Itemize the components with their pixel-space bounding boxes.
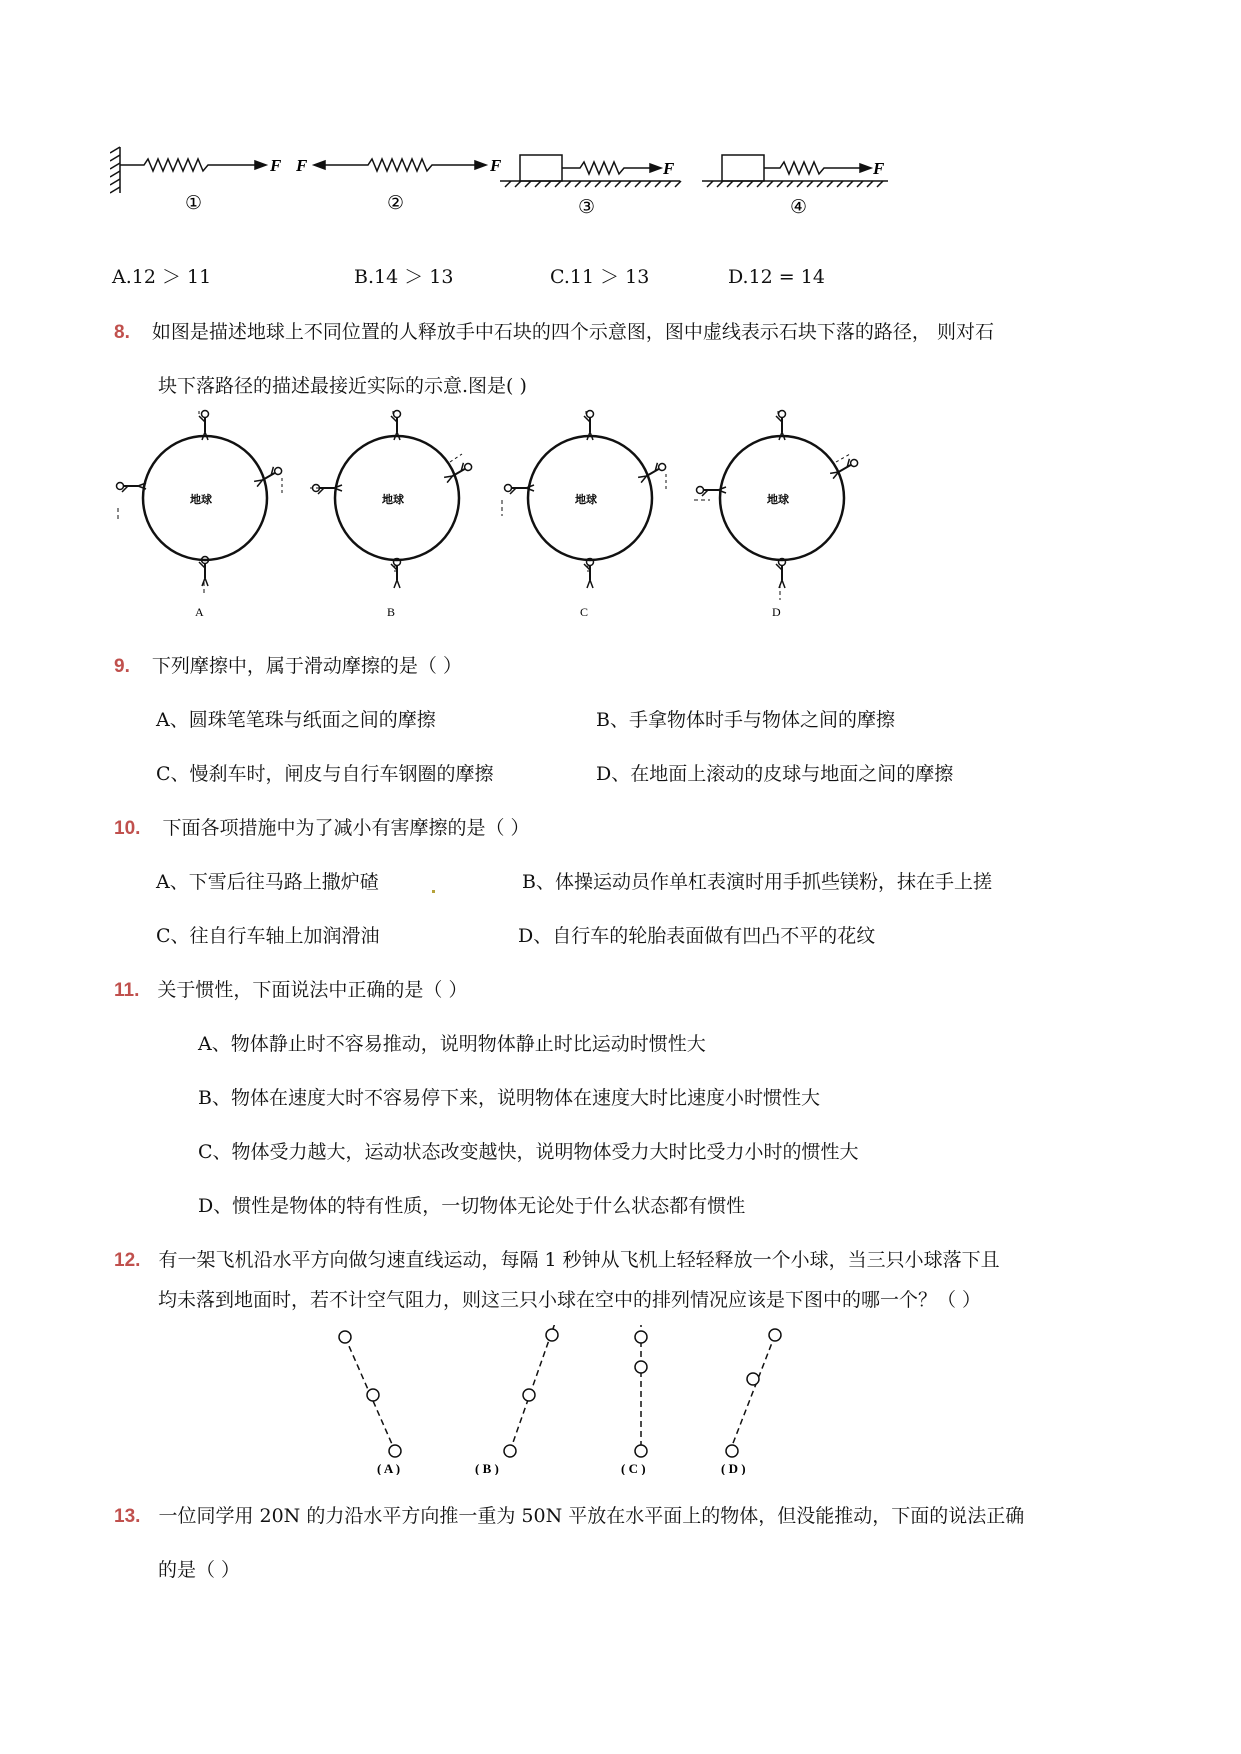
earth-diagram-d	[694, 408, 859, 600]
earth-diagram-b	[310, 408, 473, 588]
earth-diagram-a	[117, 408, 283, 596]
q11-option-a: A、物体静止时不容易推动，说明物体静止时比运动时惯性大	[198, 1033, 706, 1055]
q9-option-d: D、在地面上滚动的皮球与地面之间的摩擦	[596, 763, 954, 785]
q10-number: 10.	[114, 818, 141, 839]
earth-diagram-c	[502, 408, 667, 588]
earth-label-b: 地球	[382, 494, 404, 506]
q8-line-1	[114, 320, 994, 345]
q9-text: 下列摩擦中，属于滑动摩擦的是（ ）	[151, 655, 462, 677]
trajectory-c	[635, 1325, 647, 1457]
q11-option-b: B、物体在速度大时不容易停下来，说明物体在速度大时比速度小时惯性大	[198, 1087, 820, 1109]
spring-force-figure	[110, 145, 1010, 245]
q13-text-1: 一位同学用 20N 的力沿水平方向推一重为 50N 平放在水平面上的物体，但没能推动，下面的说法正确	[158, 1505, 1025, 1527]
trajectory-label-c: ( C )	[621, 1461, 646, 1475]
q7-option-a: A.12 ＞ 11	[112, 266, 212, 288]
q9-option-a: A、圆珠笔笔珠与纸面之间的摩擦	[156, 709, 436, 731]
q11-line	[114, 978, 467, 1003]
q9-option-b: B、手拿物体时手与物体之间的摩擦	[596, 709, 895, 731]
q8-text-2: 块下落路径的描述最接近实际的示意.图是( )	[158, 375, 527, 397]
caption-3: ③	[578, 197, 596, 218]
trajectory-a	[339, 1331, 401, 1457]
q11-option-c: C、物体受力越大，运动状态改变越快，说明物体受力大时比受力小时的惯性大	[198, 1141, 859, 1163]
q13-number: 13.	[114, 1506, 141, 1527]
earth-figure-label-a: A	[195, 605, 204, 618]
force-label-2b: F	[490, 156, 502, 175]
q7-option-d: D.12 = 14	[728, 266, 825, 288]
spring-diagram-3	[500, 155, 681, 187]
q9-option-c: C、慢刹车时，闸皮与自行车钢圈的摩擦	[156, 763, 494, 785]
q12-text-2: 均未落到地面时，若不计空气阻力，则这三只小球在空中的排列情况应该是下图中的哪一个？（ ）	[158, 1289, 982, 1311]
q10-option-a: A、下雪后往马路上撒炉碴	[156, 871, 379, 893]
earth-drop-figure	[110, 408, 890, 618]
q12-text-1: 有一架飞机沿水平方向做匀速直线运动，每隔 1 秒钟从飞机上轻轻释放一个小球，当三只小球落下且	[158, 1249, 1000, 1271]
spring-diagram-1	[110, 147, 266, 193]
earth-label-d: 地球	[767, 494, 789, 506]
q8-number: 8.	[114, 322, 130, 343]
spring-diagram-2	[314, 159, 486, 171]
q7-option-c: C.11 ＞ 13	[550, 266, 650, 288]
q12-number: 12.	[114, 1250, 141, 1271]
speck-mark	[432, 890, 435, 893]
q10-option-c: C、往自行车轴上加润滑油	[156, 925, 380, 947]
caption-2: ②	[387, 193, 405, 214]
q13-line-1	[114, 1504, 1024, 1529]
q10-line	[114, 816, 530, 841]
earth-figure-label-b: B	[387, 605, 396, 618]
force-label-1: F	[270, 156, 282, 175]
trajectory-b	[504, 1325, 558, 1457]
caption-1: ①	[185, 193, 203, 214]
q7-option-b: B.14 ＞ 13	[354, 266, 454, 288]
ball-trajectory-figure	[325, 1325, 805, 1475]
trajectory-label-b: ( B )	[475, 1461, 499, 1475]
earth-label-a: 地球	[190, 494, 212, 506]
q11-text: 关于惯性，下面说法中正确的是（ ）	[157, 979, 468, 1001]
earth-figure-label-c: C	[580, 605, 589, 618]
q10-option-d: D、自行车的轮胎表面做有凹凸不平的花纹	[518, 925, 876, 947]
trajectory-label-a: ( A )	[377, 1461, 401, 1475]
q10-option-b: B、体操运动员作单杠表演时用手抓些镁粉，抹在手上搓	[522, 871, 992, 893]
q11-option-d: D、惯性是物体的特有性质，一切物体无论处于什么状态都有惯性	[198, 1195, 746, 1217]
force-label-4: F	[873, 159, 885, 178]
q8-text-1: 如图是描述地球上不同位置的人释放手中石块的四个示意图，图中虚线表示石块下落的路径， 则对石	[151, 321, 994, 343]
q9-number: 9.	[114, 656, 130, 677]
spring-diagram-4	[702, 155, 888, 187]
trajectory-d	[726, 1329, 781, 1457]
earth-figure-label-d: D	[772, 605, 781, 618]
q10-text: 下面各项措施中为了减小有害摩擦的是（ ）	[162, 817, 530, 839]
q13-text-2: 的是（ ）	[158, 1559, 241, 1581]
earth-label-c: 地球	[575, 494, 597, 506]
force-label-3: F	[663, 159, 675, 178]
caption-4: ④	[790, 197, 808, 218]
q9-line	[114, 654, 462, 679]
q12-line-1	[114, 1248, 1000, 1273]
trajectory-label-d: ( D )	[721, 1461, 746, 1475]
force-label-2a: F	[296, 156, 308, 175]
q11-number: 11.	[114, 980, 140, 1001]
